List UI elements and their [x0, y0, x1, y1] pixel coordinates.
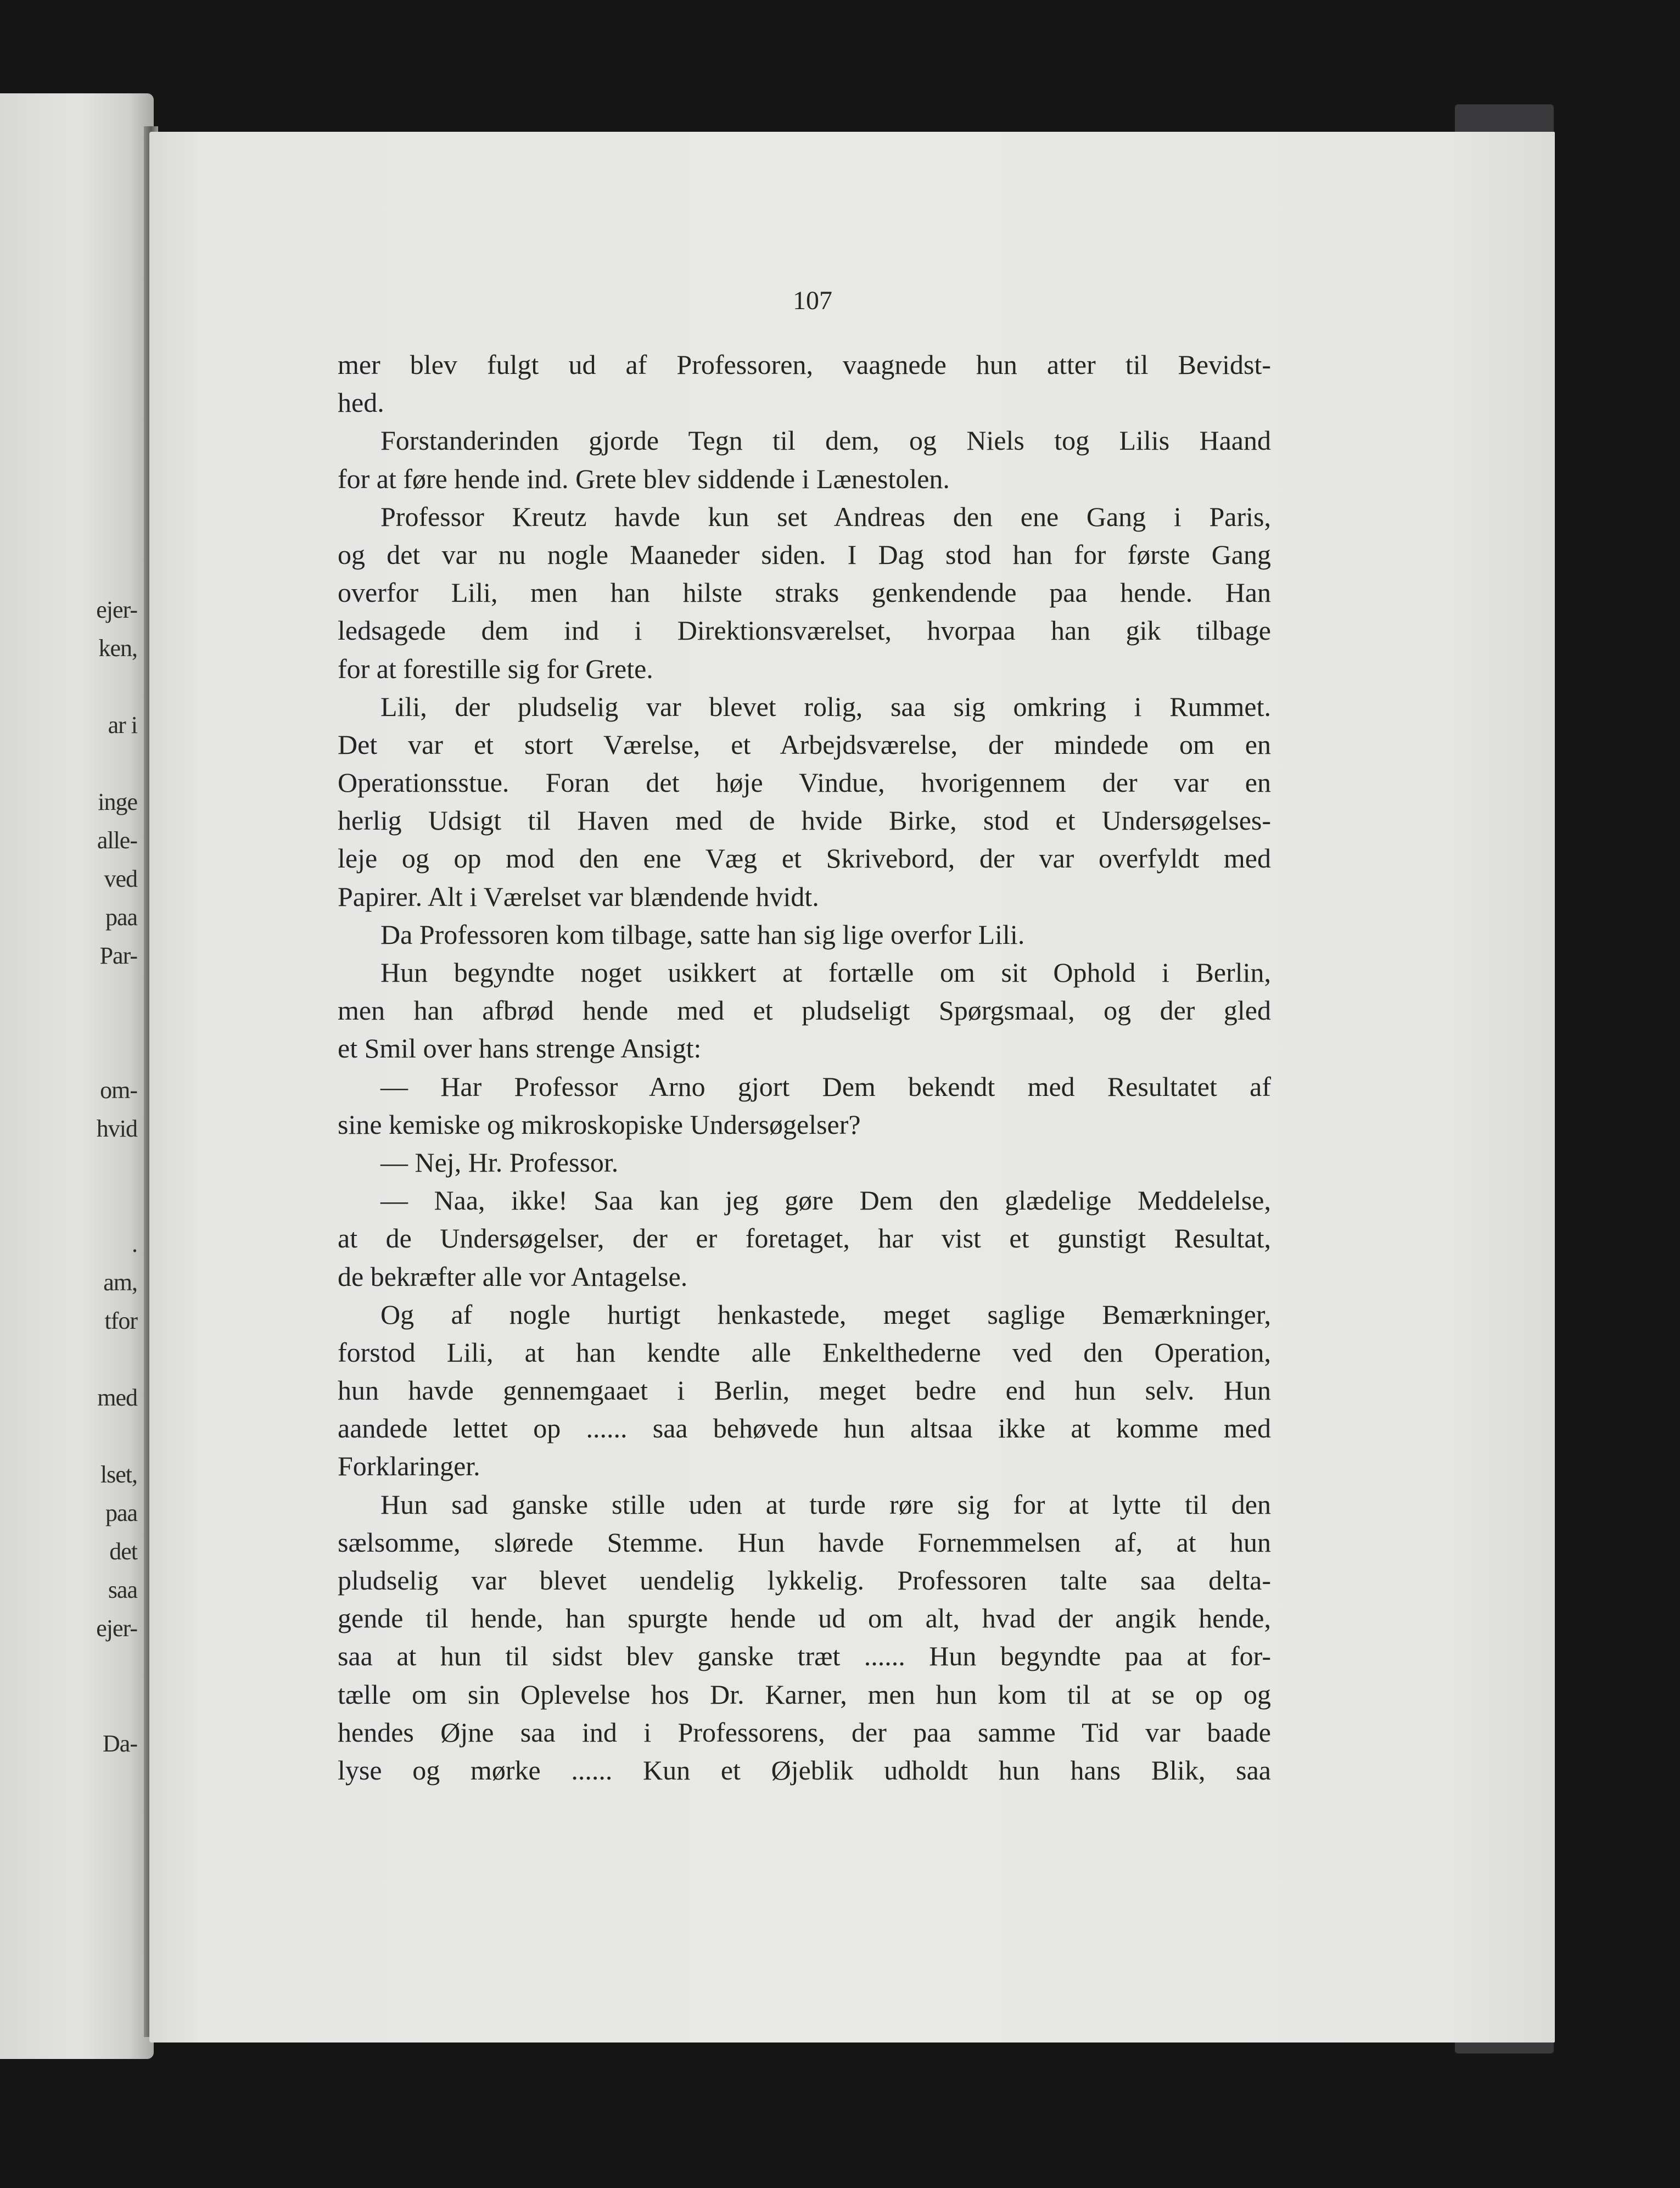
left-page-fragment: lset,: [100, 1461, 137, 1488]
text-line: Forstanderinden gjorde Tegn til dem, og Niels tog Lilis Haand: [380, 425, 1271, 456]
body-text: [338, 346, 1271, 1789]
left-page-fragment: paa: [105, 904, 137, 931]
left-page: [0, 93, 154, 2059]
text-line: Det var et stort Værelse, et Arbejdsværelse, der mindede om en: [338, 729, 1271, 760]
text-line: Forklaringer.: [338, 1451, 480, 1482]
text-line: pludselig var blevet uendelig lykkelig. Professoren talte saa delta-: [338, 1565, 1271, 1596]
left-page-fragment: .: [132, 1230, 137, 1257]
text-line: lyse og mørke ...... Kun et Øjeblik udholdt hun hans Blik, saa: [338, 1754, 1271, 1786]
page-number: 107: [793, 286, 832, 315]
text-line: de bekræfter alle vor Antagelse.: [338, 1261, 688, 1292]
left-page-fragment: am,: [103, 1269, 137, 1296]
text-line: leje og op mod den ene Væg et Skrivebord, der var overfyldt med: [338, 843, 1271, 874]
text-line: Lili, der pludselig var blevet rolig, saa sig omkring i Rummet.: [380, 691, 1271, 722]
text-line: et Smil over hans strenge Ansigt:: [338, 1033, 702, 1064]
left-page-fragment: ejer-: [96, 1615, 137, 1642]
left-page-fragment: paa: [105, 1499, 137, 1526]
text-line: — Naa, ikke! Saa kan jeg gøre Dem den glædelige Meddelelse,: [380, 1185, 1271, 1216]
text-line: men han afbrød hende med et pludseligt Spørgsmaal, og der gled: [338, 995, 1271, 1026]
text-line: Papirer. Alt i Værelset var blændende hvidt.: [338, 881, 819, 912]
text-line: sælsomme, slørede Stemme. Hun havde Fornemmelsen af, at hun: [338, 1526, 1271, 1558]
left-page-fragment: Da-: [103, 1730, 137, 1757]
text-line: herlig Udsigt til Haven med de hvide Birke, stod et Undersøgelses-: [338, 805, 1271, 836]
text-line: Hun begyndte noget usikkert at fortælle om sit Ophold i Berlin,: [380, 957, 1271, 988]
text-line: ledsagede dem ind i Direktionsværelset, hvorpaa han gik tilbage: [338, 615, 1271, 646]
text-line: saa at hun til sidst blev ganske træt ...... Hun begyndte paa at for-: [338, 1641, 1271, 1672]
left-page-fragment: med: [97, 1384, 137, 1411]
text-line: hendes Øjne saa ind i Professorens, der paa samme Tid var baade: [338, 1716, 1271, 1748]
text-line: sine kemiske og mikroskopiske Undersøgelser?: [338, 1109, 861, 1140]
left-page-fragment: saa: [108, 1576, 137, 1603]
text-line: — Nej, Hr. Professor.: [380, 1146, 619, 1178]
text-line: Da Professoren kom tilbage, satte han sig lige overfor Lili.: [380, 919, 1025, 950]
text-line: forstod Lili, at han kendte alle Enkelthederne ved den Operation,: [338, 1336, 1271, 1368]
left-page-fragment: hvid: [96, 1115, 137, 1142]
left-page-fragment: ar i: [108, 712, 137, 738]
text-line: for at føre hende ind. Grete blev siddende i Lænestolen.: [338, 463, 950, 494]
text-line: mer blev fulgt ud af Professoren, vaagnede hun atter til Bevidst-: [338, 349, 1271, 380]
left-page-fragment: ejer-: [96, 596, 137, 623]
left-page-fragment: alle-: [97, 827, 137, 854]
text-line: Operationsstue. Foran det høje Vindue, hvorigennem der var en: [338, 767, 1271, 798]
left-page-fragment: om-: [100, 1077, 137, 1104]
text-line: — Har Professor Arno gjort Dem bekendt med Resultatet af: [380, 1071, 1271, 1102]
left-page-fragment: tfor: [104, 1307, 137, 1334]
left-page-fragment: det: [109, 1538, 137, 1565]
text-line: for at forestille sig for Grete.: [338, 653, 653, 684]
text-line: Professor Kreutz havde kun set Andreas den ene Gang i Paris,: [380, 501, 1271, 532]
left-page-fragment: inge: [98, 788, 137, 815]
left-page-fragment: ken,: [98, 635, 137, 662]
text-line: aandede lettet op ...... saa behøvede hun altsaa ikke at komme med: [338, 1413, 1271, 1444]
text-line: Hun sad ganske stille uden at turde røre sig for at lytte til den: [380, 1488, 1271, 1520]
left-page-fragment: ved: [104, 865, 137, 892]
text-line: tælle om sin Oplevelse hos Dr. Karner, men hun kom til at se op og: [338, 1678, 1271, 1710]
text-line: hed.: [338, 387, 384, 418]
text-line: Og af nogle hurtigt henkastede, meget saglige Bemærkninger,: [380, 1299, 1271, 1330]
text-line: og det var nu nogle Maaneder siden. I Dag stod han for første Gang: [338, 539, 1271, 570]
text-line: hun havde gennemgaaet i Berlin, meget bedre end hun selv. Hun: [338, 1375, 1271, 1406]
text-line: at de Undersøgelser, der er foretaget, har vist et gunstigt Resultat,: [338, 1223, 1271, 1254]
left-page-fragment: Par-: [99, 942, 137, 969]
text-line: gende til hende, han spurgte hende ud om alt, hvad der angik hende,: [338, 1603, 1271, 1634]
text-line: overfor Lili, men han hilste straks genkendende paa hende. Han: [338, 577, 1271, 608]
